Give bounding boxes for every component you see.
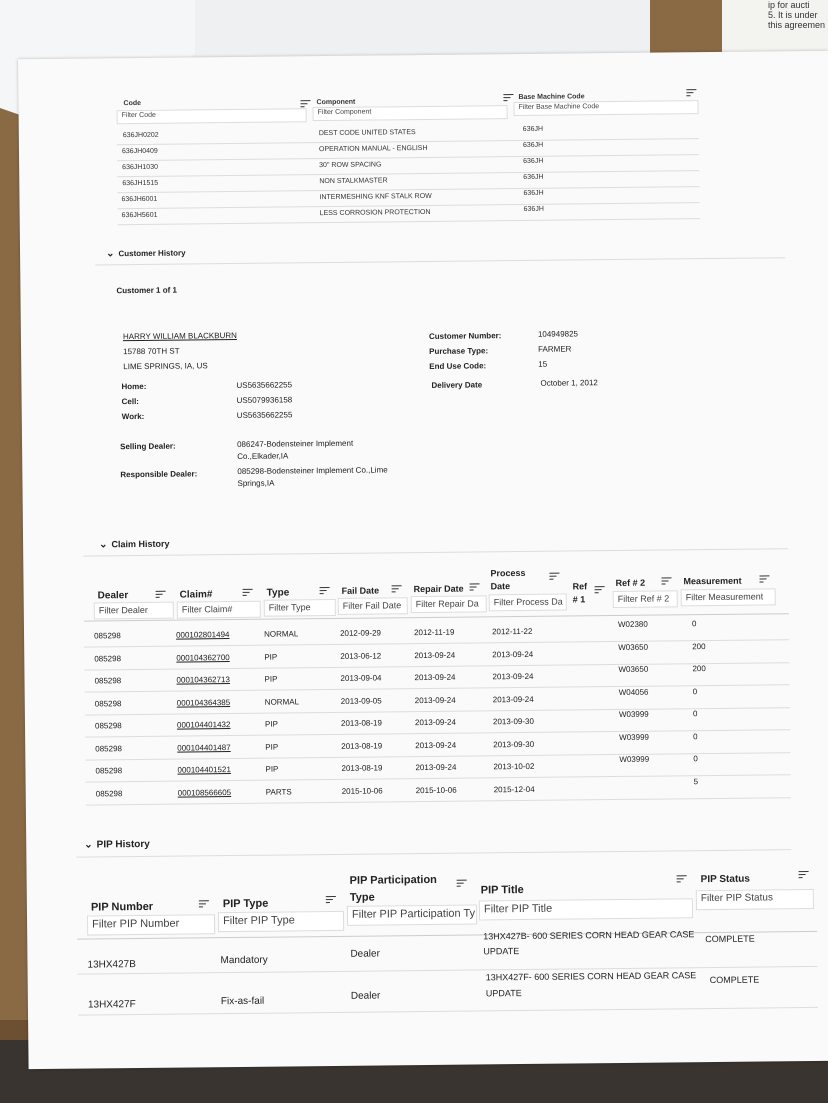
cell-type: NORMAL <box>264 629 299 639</box>
cell-process: 2013-09-24 <box>492 694 534 704</box>
row-divider <box>85 729 790 737</box>
cell-type: PIP <box>265 742 279 752</box>
row-divider <box>84 662 789 670</box>
col-claim-header: Claim# <box>179 589 213 601</box>
selling-dealer-line2: Co.,Elkader,IA <box>237 451 289 461</box>
sort-icon[interactable] <box>320 587 330 595</box>
row-divider <box>86 797 791 805</box>
customer-pager: Customer 1 of 1 <box>116 285 177 296</box>
row-divider <box>84 639 789 647</box>
cell-measure: 5 <box>693 776 699 786</box>
sort-icon[interactable] <box>549 573 559 581</box>
filter-measurement-input[interactable]: Filter Measurement <box>681 588 776 606</box>
cell-ref2: W03650 <box>618 642 649 652</box>
end-use-code-label: End Use Code: <box>429 361 487 371</box>
row-divider <box>117 186 699 193</box>
cell-pip-status: COMPLETE <box>705 933 755 945</box>
cell-type: PARTS <box>265 786 292 797</box>
cell-repair: 2013-09-24 <box>414 650 456 660</box>
sort-icon[interactable] <box>300 100 310 108</box>
cell-measure: 0 <box>692 709 698 719</box>
section-divider <box>95 257 785 265</box>
chevron-down-icon: ⌄ <box>106 248 115 260</box>
cell-component: DEST CODE UNITED STATES <box>318 129 416 138</box>
cell-pip-title-2: UPDATE <box>485 988 522 999</box>
row-divider <box>85 684 790 692</box>
printed-sheet <box>18 51 828 1069</box>
cell-repair: 2013-09-24 <box>414 717 456 728</box>
col-fail-date-header: Fail Date <box>341 585 380 596</box>
cell-pip-participation: Dealer <box>350 990 381 1002</box>
cell-pip-participation: Dealer <box>350 948 380 960</box>
cell-component: INTERMESHING KNF STALK ROW <box>319 192 432 202</box>
cell-dealer: 085298 <box>95 788 123 798</box>
row-divider <box>118 218 700 225</box>
filter-code-input[interactable]: Filter Code <box>117 108 307 124</box>
filter-repair-date-input[interactable]: Filter Repair Da <box>411 595 487 613</box>
cell-ref2: W04056 <box>618 687 649 697</box>
cell-dealer: 085298 <box>95 743 122 753</box>
delivery-date-label: Delivery Date <box>431 380 483 390</box>
filter-ref2-input[interactable]: Filter Ref # 2 <box>613 590 678 608</box>
purchase-type: FARMER <box>538 344 572 354</box>
selling-dealer-line1: 086247-Bodensteiner Implement <box>237 438 354 449</box>
col-pip-participation-header: PIP Participation <box>349 873 437 887</box>
cell-ref2: W03650 <box>618 664 649 674</box>
cell-fail: 2015-10-06 <box>341 785 383 796</box>
cell-pip-title-2: UPDATE <box>483 946 520 957</box>
row-divider <box>85 707 790 715</box>
col-component-header: Component <box>316 98 356 107</box>
responsible-dealer-line2: Springs,IA <box>237 478 275 488</box>
row-divider <box>78 1007 818 1016</box>
filter-base-input[interactable]: Filter Base Machine Code <box>513 100 698 116</box>
cell-code: 636JH0202 <box>122 131 159 140</box>
section-divider <box>76 849 791 857</box>
col-type-header: Type <box>266 587 290 599</box>
chevron-down-icon: ⌄ <box>84 839 93 851</box>
section-title: Claim History <box>111 538 170 550</box>
col-ref1-header-2: # 1 <box>572 594 586 605</box>
col-pip-title-header: PIP Title <box>480 883 524 897</box>
cell-fail: 2012-09-29 <box>340 628 382 638</box>
pip-history-toggle[interactable] <box>84 839 150 851</box>
cell-base: 636JH <box>523 205 544 213</box>
cell-label: Cell: <box>121 396 140 407</box>
cell-process: 2013-09-30 <box>493 739 535 749</box>
col-pip-type-header: PIP Type <box>222 897 269 911</box>
responsible-dealer-label: Responsible Dealer: <box>120 469 198 480</box>
cell-pip-number: 13HX427B <box>87 959 136 971</box>
cell-type: PIP <box>264 719 278 729</box>
cell-code: 636JH0409 <box>121 147 158 156</box>
filter-component-input[interactable]: Filter Component <box>313 105 508 121</box>
cell-process: 2015-12-04 <box>493 784 535 794</box>
work-phone: US5635662255 <box>236 410 293 420</box>
cell-claim[interactable]: 000104362713 <box>176 675 230 685</box>
cell-dealer: 085298 <box>95 766 123 776</box>
cell-pip-number: 13HX427F <box>87 999 136 1011</box>
row-divider <box>117 138 699 145</box>
cell-measure: 0 <box>693 731 698 741</box>
cell-claim[interactable]: 000104364385 <box>176 697 231 708</box>
responsible-dealer-line1: 085298-Bodensteiner Implement Co.,Lime <box>237 465 388 476</box>
cell-claim[interactable]: 000102801494 <box>176 630 230 640</box>
filter-fail-date-input[interactable]: Filter Fail Date <box>338 597 408 615</box>
cell-type: NORMAL <box>264 696 300 707</box>
section-divider <box>83 548 788 556</box>
row-divider <box>78 966 818 975</box>
customer-address2: LIME SPRINGS, IA, US <box>123 361 208 372</box>
col-ref2-header: Ref # 2 <box>615 577 646 589</box>
cell-pip-title: 13HX427B- 600 SERIES CORN HEAD GEAR CASE <box>483 929 695 942</box>
background-note: ip for aucti 5. It is under this agreemen <box>722 0 828 62</box>
customer-number-label: Customer Number: <box>428 331 502 341</box>
filter-pip-number-input[interactable]: Filter PIP Number <box>87 914 215 935</box>
cell-dealer: 085298 <box>94 721 122 731</box>
cell-code: 636JH1030 <box>122 163 159 172</box>
customer-number: 104949825 <box>537 329 579 339</box>
row-divider <box>85 752 790 760</box>
sort-icon[interactable] <box>595 586 605 594</box>
section-title: PIP History <box>96 838 150 851</box>
customer-history-toggle[interactable] <box>106 247 186 259</box>
cell-fail: 2013-06-12 <box>340 650 382 661</box>
cell-process: 2013-10-02 <box>493 761 535 772</box>
filter-pip-type-input[interactable]: Filter PIP Type <box>218 911 344 932</box>
cell-base: 636JH <box>522 125 544 133</box>
filter-pip-participation-input[interactable]: Filter PIP Participation Ty <box>347 904 477 925</box>
cell-base: 636JH <box>523 189 544 197</box>
row-divider <box>117 170 699 177</box>
cell-claim[interactable]: 000104401521 <box>177 765 231 775</box>
cell-measure: 200 <box>692 664 706 674</box>
cell-ref2: W03999 <box>618 709 649 719</box>
cell-claim[interactable]: 000108566605 <box>177 787 232 798</box>
customer-name-link[interactable]: HARRY WILLIAM BLACKBURN <box>122 330 237 342</box>
cell-component: 30" ROW SPACING <box>319 161 382 170</box>
cell-code: 636JH5601 <box>121 211 158 220</box>
cell-pip-type: Mandatory <box>220 954 268 967</box>
section-title: Customer History <box>118 248 186 259</box>
cell-repair: 2013-09-24 <box>415 740 457 750</box>
col-pip-participation-header-2: Type <box>349 891 375 904</box>
filter-pip-status-input[interactable]: Filter PIP Status <box>696 889 814 910</box>
cell-repair: 2013-09-24 <box>414 672 456 683</box>
cell-claim[interactable]: 000104362700 <box>176 652 230 663</box>
chevron-down-icon: ⌄ <box>99 539 108 551</box>
cell-fail: 2013-08-19 <box>341 763 383 773</box>
sort-icon[interactable] <box>677 875 687 883</box>
cell-ref2: W03999 <box>619 732 649 742</box>
end-use-code: 15 <box>538 359 548 369</box>
cell-claim[interactable]: 000104401487 <box>177 742 231 753</box>
sort-icon[interactable] <box>759 575 769 583</box>
cell-fail: 2013-09-04 <box>340 673 382 683</box>
cell-repair: 2013-09-24 <box>415 762 457 773</box>
sort-icon[interactable] <box>199 900 209 908</box>
cell-fail: 2013-09-05 <box>340 695 382 706</box>
filter-claim-input[interactable]: Filter Claim# <box>177 601 261 619</box>
cell-repair: 2015-10-06 <box>415 785 457 795</box>
sort-icon[interactable] <box>326 896 336 904</box>
cell-code: 636JH6001 <box>121 195 158 204</box>
col-base-header: Base Machine Code <box>518 93 585 102</box>
row-divider <box>86 774 791 782</box>
col-pip-number-header: PIP Number <box>90 900 154 914</box>
cell-repair: 2012-11-19 <box>414 627 455 638</box>
sort-icon[interactable] <box>156 591 166 599</box>
cell-process: 2013-09-30 <box>492 716 534 727</box>
sort-icon[interactable] <box>503 94 513 102</box>
cell-measure: 0 <box>692 686 698 696</box>
cell-measure: 0 <box>691 619 697 629</box>
cell-pip-title: 13HX427F- 600 SERIES CORN HEAD GEAR CASE <box>485 970 697 983</box>
cell-repair: 2013-09-24 <box>414 695 456 705</box>
cell-process: 2012-11-22 <box>491 626 533 637</box>
cell-component: NON STALKMASTER <box>319 177 388 186</box>
cell-dealer: 085298 <box>94 698 122 708</box>
sort-icon[interactable] <box>799 871 809 879</box>
col-process-date-header-2: Date <box>490 581 511 592</box>
col-process-date-header: Process <box>490 567 526 579</box>
claim-history-toggle[interactable] <box>99 539 170 551</box>
cell-fail: 2013-08-19 <box>341 740 383 751</box>
purchase-type-label: Purchase Type: <box>429 346 489 356</box>
col-code-header: Code <box>123 99 142 108</box>
cell-type: PIP <box>264 674 278 684</box>
row-divider <box>118 202 700 209</box>
filter-pip-title-input[interactable]: Filter PIP Title <box>479 898 693 920</box>
sort-icon[interactable] <box>243 589 253 597</box>
cell-code: 636JH1515 <box>122 179 159 188</box>
col-ref1-header: Ref <box>572 581 588 592</box>
delivery-date: October 1, 2012 <box>540 378 598 388</box>
cell-dealer: 085298 <box>94 631 121 641</box>
cell-pip-status: COMPLETE <box>709 974 760 986</box>
cell-dealer: 085298 <box>94 653 122 663</box>
filter-type-input[interactable]: Filter Type <box>264 599 336 617</box>
cell-dealer: 085298 <box>94 676 122 686</box>
sort-icon[interactable] <box>686 89 696 97</box>
cell-process: 2013-09-24 <box>492 649 534 659</box>
col-pip-status-header: PIP Status <box>700 873 750 886</box>
cell-type: PIP <box>264 652 278 662</box>
cell-type: PIP <box>265 764 279 774</box>
sort-icon[interactable] <box>470 583 480 591</box>
cell-base: 636JH <box>523 157 544 165</box>
cell-process: 2013-09-24 <box>492 671 534 682</box>
cell-component: OPERATION MANUAL - ENGLISH <box>318 144 428 154</box>
work-label: Work: <box>121 411 145 422</box>
cell-ref2: W02380 <box>617 619 648 629</box>
cell-phone: US5079936158 <box>236 395 293 405</box>
cell-measure: 200 <box>692 641 706 651</box>
col-repair-date-header: Repair Date <box>413 583 464 595</box>
row-divider <box>117 154 699 161</box>
sort-icon[interactable] <box>457 880 467 888</box>
cell-fail: 2013-08-19 <box>340 718 382 728</box>
home-phone: US5635662255 <box>236 380 293 390</box>
cell-pip-type: Fix-as-fail <box>220 995 265 1008</box>
filter-dealer-input[interactable]: Filter Dealer <box>94 602 174 620</box>
selling-dealer-label: Selling Dealer: <box>120 441 176 452</box>
filter-process-date-input[interactable]: Filter Process Da <box>489 594 567 612</box>
cell-claim[interactable]: 000104401432 <box>176 720 231 730</box>
customer-address1: 15788 70TH ST <box>123 346 180 357</box>
sort-icon[interactable] <box>392 585 402 593</box>
col-measurement-header: Measurement <box>683 575 742 587</box>
cell-ref2: W03999 <box>619 754 650 764</box>
sort-icon[interactable] <box>661 577 671 585</box>
cell-base: 636JH <box>522 141 544 149</box>
col-dealer-header: Dealer <box>97 590 129 602</box>
cell-base: 636JH <box>523 173 544 181</box>
cell-measure: 0 <box>693 754 698 764</box>
cell-component: LESS CORROSION PROTECTION <box>319 208 431 218</box>
home-label: Home: <box>121 381 147 392</box>
